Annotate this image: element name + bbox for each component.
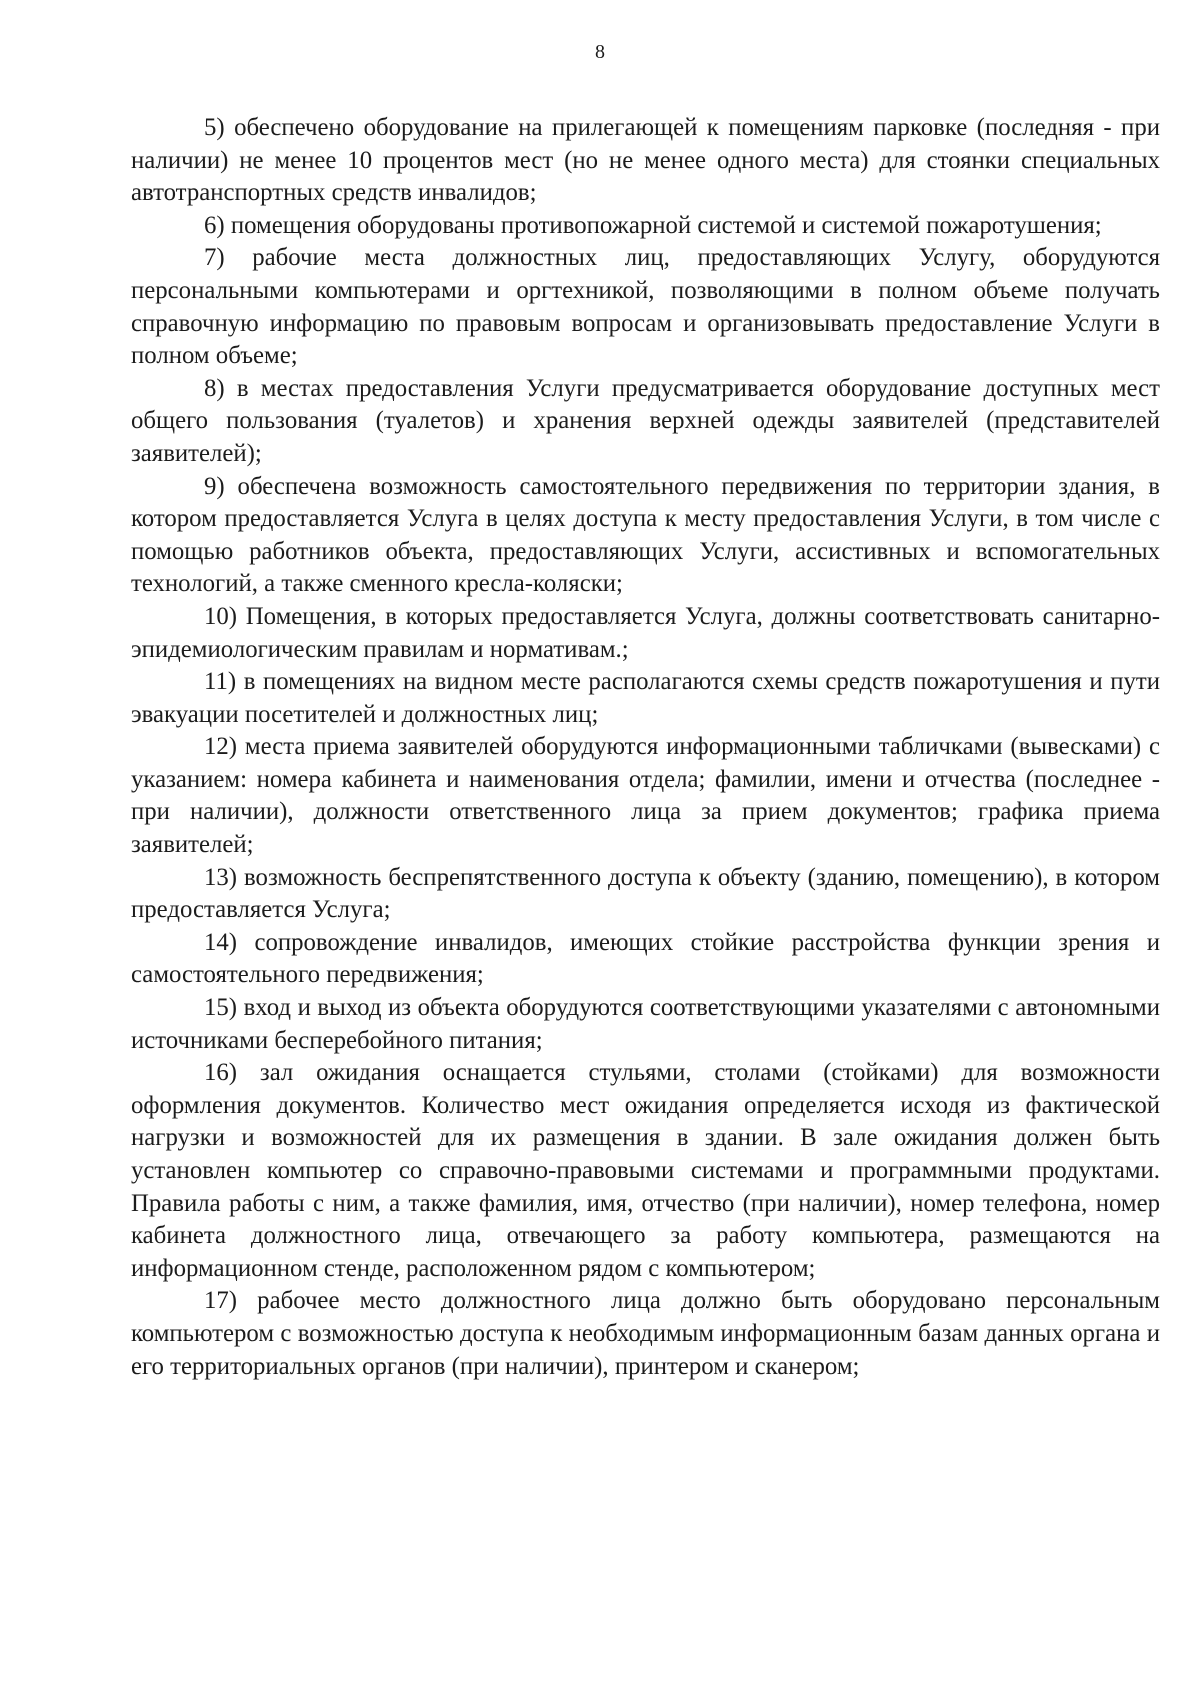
paragraph-item-6: 6) помещения оборудованы противопожарной системой и системой пожаротушения; — [204, 211, 1102, 239]
paragraph-item-9: 9) обеспечена возможность самостоятельного передвижения по территории здания, в котором предоставляется Услуга в целях доступа к месту предоставления Услуги, в том числе с помощью работников объекта, предоставляющих Услуги, ассистивных и вспомогательных технологий, а также сменного кресла-коляски; — [131, 472, 1160, 598]
paragraph-item-7: 7) рабочие места должностных лиц, предоставляющих Услугу, оборудуются персональными компьютерами и оргтехникой, позволяющими в полном объеме получать справочную информацию по правовым вопросам и организовывать предоставление Услуги в полном объеме; — [131, 244, 1160, 370]
paragraph-item-13: 13) возможность беспрепятственного доступа к объекту (зданию, помещению), в котором предоставляется Услуга; — [131, 863, 1160, 924]
paragraph-item-5: 5) обеспечено оборудование на прилегающей к помещениям парковке (последняя - при наличии) не менее 10 процентов мест (но не менее одного места) для стоянки специальных автотранспортных средств инвалидов; — [131, 114, 1160, 207]
page-number: 8 — [595, 41, 605, 63]
paragraph-item-17: 17) рабочее место должностного лица должно быть оборудовано персональным компьютером с возможностью доступа к необходимым информационным базам данных органа и его территориальных органов (при наличии), принтером и сканером; — [131, 1287, 1160, 1380]
paragraph-item-12: 12) места приема заявителей оборудуются информационными табличками (вывесками) с указанием: номера кабинета и наименования отдела; фамилии, имени и отчества (последнее - при наличии), должности ответственного лица за прием документов; графика приема заявителей; — [131, 733, 1160, 859]
paragraph-item-14: 14) сопровождение инвалидов, имеющих стойкие расстройства функции зрения и самостоятельного передвижения; — [131, 928, 1160, 989]
paragraph-item-11: 11) в помещениях на видном месте располагаются схемы средств пожаротушения и пути эвакуации посетителей и должностных лиц; — [131, 668, 1160, 728]
paragraph-item-8: 8) в местах предоставления Услуги предусматривается оборудование доступных мест общего пользования (туалетов) и хранения верхней одежды заявителей (представителей заявителей); — [131, 374, 1160, 467]
document-body — [131, 112, 1160, 1383]
paragraph-item-15: 15) вход и выход из объекта оборудуются соответствующими указателями с автономными источниками бесперебойного питания; — [131, 994, 1160, 1054]
paragraph-item-16: 16) зал ожидания оснащается стульями, столами (стойками) для возможности оформления документов. Количество мест ожидания определяется исходя из фактической нагрузки и возможностей для их размещения в здании. В зале ожидания должен быть установлен компьютер со справочно-правовыми системами и программными продуктами. Правила работы с ним, а также фамилия, имя, отчество (при наличии), номер телефона, номер кабинета должностного лица, отвечающего за работу компьютера, размещаются на информационном стенде, расположенном рядом с компьютером; — [131, 1059, 1160, 1282]
paragraph-item-10: 10) Помещения, в которых предоставляется Услуга, должны соответствовать санитарно-эпидемиологическим правилам и нормативам.; — [131, 602, 1160, 663]
